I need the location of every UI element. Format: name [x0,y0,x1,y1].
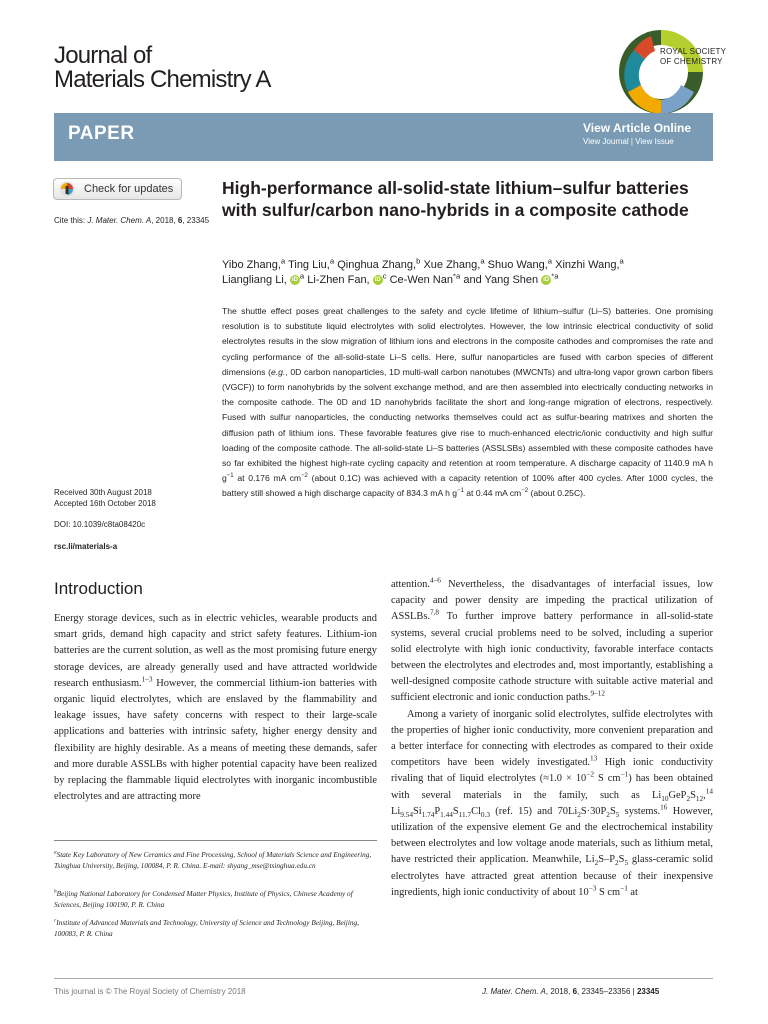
journal-title [54,44,271,92]
author[interactable]: Xue Zhang,$^a$ [423,256,485,271]
author[interactable]: Li-Zhen Fan, iD $^c$ [307,271,387,286]
citation [54,215,224,226]
orcid-icon[interactable]: iD [374,277,381,284]
publisher-line1: ROYAL SOCIETY [660,47,727,56]
footnote-affiliation: $^b$Beijing National Laboratory for Condensed Matter Physics, Institute of Physics, Chinese Academy of Sciences, Beijing 100190, P. R. China [54,888,353,909]
check-for-updates-label: Check for updates [84,183,174,195]
crossmark-icon [59,181,75,197]
doi[interactable]: DOI: 10.1039/c8ta08420c [54,520,146,529]
cite-prefix: Cite this: [54,216,88,225]
footnote-divider [54,840,377,841]
footnote-affiliation: $^a$State Key Laboratory of New Ceramics and Fine Processing, School of Materials Science and Engineering, Tsinghua University, Beijing, 100084, P. R. China. E-mail: shyang_mse@tsinghua.edu.cn [54,849,372,870]
section-heading-introduction: Introduction [54,579,143,598]
view-article-online-link[interactable]: View Article Online [583,121,692,135]
cite-volume: 6 [177,216,183,225]
journal-shortlink[interactable]: rsc.li/materials-a [54,542,118,551]
author[interactable]: Yibo Zhang,$^a$ [222,256,286,271]
author[interactable]: Liangliang Li, iD $^a$ [222,271,305,286]
author[interactable]: Xinzhi Wang,$^a$ [555,256,624,271]
journal-title-line1: Journal of [54,42,152,69]
banner-links [583,137,674,146]
intro-paragraph: Among a variety of inorganic solid electrolytes, sulfide electrolytes with the properties of higher ionic conductivity, more convenient preparation and a better interface for connecting with electrodes as compared to their oxide competitors have been widely investigated.$^{13}$ High ionic conductivity rivaling that of liquid electrolytes ($\approx 1.0 \times 10^{-2}$ S $cm^{-1}$) has been obtained with several materials in the family, such as $Li_{10}GeP_2S_{12},^{14}$ $Li_{9.54}Si_{1.74}P_{1.44}S_{11.7}Cl_{0.3}$ (ref. 15) and $70Li_2S\cdot 30P_2S_5$ systems.$^{16}$ However, utilization of the expensive element Ge and the electrochemical instability between electrolytes and low voltage anode materials, such as lithium metal, have restricted their application. Meanwhile, $Li_2S-P_2S_5$ glass-ceramic solid electrolytes have attracted great attention because of their inexpensive ingredients, high ionic conductivity of about $10^{-3}$ S $cm^{-1}$ at [391,708,714,898]
footer-divider [54,978,713,979]
cite-pages: , 23345 [182,216,210,225]
received-date: Received 30th August 2018 [54,488,152,497]
author[interactable]: and Yang Shen iD $^{*a}$ [463,271,559,286]
publisher-name [660,47,726,67]
publisher-line2: OF CHEMISTRY [660,57,723,66]
author[interactable]: Shuo Wang,$^a$ [487,256,553,271]
received-accepted-dates [54,487,156,509]
author-list [222,258,702,288]
page-number: 23345 [636,987,660,996]
intro-right-column [391,577,713,901]
page-footer-citation: J. Mater. Chem. A, 2018, 6, 23345–23356 | 23345 [482,987,660,996]
journal-title-line2: Materials Chemistry A [54,66,271,93]
intro-left-column: Energy storage devices, such as in electric vehicles, wearable products and smart grids, demand high capacity and strict safety features. Lithium-ion batteries are the current solution, as well as the most promising future energy storage devices, are already generally used and have attracted worldwide research enthusiasm.$^{1-3}$ However, the commercial lithium-ion batteries with organic liquid electrolytes, which are enslaved by the flammability and leakage issues, have safety concerns with respect to their large-scale applications and batteries with intrinsic safety, higher energy density and flexibility are highly desirable. As a means of meeting these demands, safer and more durable ASSLBs with higher potential capacity have been realized by replacing the flammable liquid electrolytes with inorganic incombustible electrolytes and are attracting more [54,613,377,803]
article-type-label: PAPER [68,123,135,144]
copyright-notice: This journal is © The Royal Society of Chemistry 2018 [54,987,246,996]
abstract: The shuttle effect poses great challenges to the safety and cycle lifetime of lithium–sulfur (Li–S) batteries. One promising resolution is to substitute liquid electrolytes with solid electrolytes. However, the low intrinsic electrical conductivity of solid electrolytes results in the slow migration of lithium ions and electrons in the composite cathodes and compromises the rate and cycling performance of the all-solid-state Li–S cells. Here, sulfur nanoparticles are fused with carbon species of different dimensions (e.g., 0D carbon nanoparticles, 1D multi-wall carbon nanotubes (MWCNTs) and ultra-long vapor grown carbon fibers (VGCF)) to form nanohybrids by the solvent exchange method, and are then assembled into electrically conducting networks in the composite cathode. The 0D and 1D nanohybrids facilitate the short and long-range migration of electrons, respectively. Fused with sulfur nanoparticles, the conducting networks themselves could act as sulfur-bearing matrixes and shorten the diffusion path of lithium ions. These favorable features give rise to much-enhanced electric/ionic conductivity and high sulfur loading of the composite cathode. The all-solid-state Li–S batteries (ASSLSBs) assembled with these composite cathodes have so far exhibited the highest high-rate cycling capacity and retention at room temperature. A discharge capacity of 1140.9 mA h $g^{-1}$ at 0.176 mA $cm^{-2}$ (about 0.1C) was achieved with a capacity retention of 100% after 400 cycles. After 1000 cycles, the battery still showed a high discharge capacity of 834.3 mA h $g^{-1}$ at 0.44 mA $cm^{-2}$ (about 0.25C). [222,306,714,499]
cite-year: , 2018, [151,216,178,225]
intro-paragraph: attention.$^{4-6}$ Nevertheless, the disadvantages of interfacial issues, low capacity and power density are impeding the practical utilization of ASSLBs.$^{7,8}$ To further improve battery performance in all-solid-state systems, several crucial problems need to be solved, including a superior solid electrolyte with high ionic conductivity, favorable interface contacts between the electrolytes and electrodes and, most importantly, establishing a well-designed composite cathode structure with suitable active material and sufficient electronic and ionic conduction paths.$^{9-12}$ [391,576,713,704]
footnote-affiliation: $^c$Institute of Advanced Materials and Technology, University of Science and Technology Beijing, Beijing, 100083, P. R. China [54,917,359,938]
view-issue-link[interactable]: View Issue [635,137,674,146]
orcid-icon[interactable]: iD [543,277,550,284]
banner-separator: | [628,137,636,146]
author[interactable]: Ting Liu,$^a$ [288,256,335,271]
view-journal-link[interactable]: View Journal [583,137,629,146]
accepted-date: Accepted 16th October 2018 [54,499,156,508]
cite-journal: J. Mater. Chem. A [87,216,152,225]
author[interactable]: Qinghua Zhang,$^b$ [337,256,421,271]
orcid-icon[interactable]: iD [291,277,298,284]
author[interactable]: Ce-Wen Nan$^{*a}$ [389,271,461,286]
rsc-logo-icon [606,22,716,122]
article-title: High-performance all-solid-state lithium–sulfur batteries with sulfur/carbon nano-hybrids in a composite cathode [222,178,689,220]
